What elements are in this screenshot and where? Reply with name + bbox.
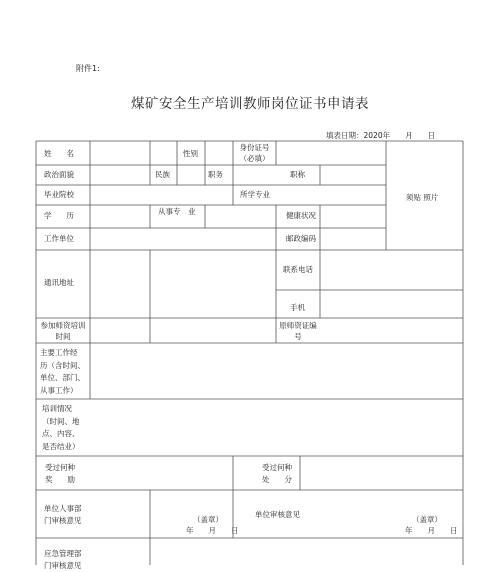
fill-date: 填表日期：2020年 月 日: [326, 131, 436, 140]
label-postcode: 邮政编码: [286, 234, 316, 243]
label-workplace: 工作单位: [44, 234, 74, 243]
label-health: 健康状况: [286, 211, 316, 220]
label-unit-review: 单位审核意见: [255, 510, 300, 519]
label-political-status: 政治面貌: [44, 170, 74, 179]
label-education: 学 历: [44, 211, 74, 220]
label-ethnicity: 民族: [155, 170, 170, 179]
label-contact-phone: 联系电话: [283, 265, 313, 274]
label-position: 职务: [208, 170, 223, 179]
unit-date: 年 月 日: [405, 526, 458, 535]
label-graduated-school: 毕业院校: [44, 190, 74, 199]
label-rewards: 受过何种 奖 励: [45, 463, 75, 484]
label-teacher-training-time: 参加师资培训 时间: [40, 321, 86, 341]
label-id-number: 身份证号 （必填）: [239, 143, 270, 163]
label-training-info: 培训情况 （时间、地 点、内容、 是否结业）: [42, 404, 80, 451]
page-title: 煤矿安全生产培训教师岗位证书申请表: [131, 96, 369, 112]
label-mobile: 手机: [290, 303, 305, 312]
label-work-experience: 主要工作经 历（含时间、 单位、部门、 从事工作）: [40, 348, 85, 395]
label-punishments: 受过何种 处 分: [262, 463, 292, 484]
label-address: 通讯地址: [44, 278, 74, 287]
photo-note: 须贴 照片: [406, 193, 439, 202]
label-original-cert-no: 原师资证编 号: [279, 321, 317, 341]
label-name: 姓 名: [44, 149, 74, 158]
label-engaged-major: 从事专 业: [158, 207, 196, 216]
label-title-rank: 职称: [290, 170, 305, 179]
hr-date: 年 月 日: [186, 526, 239, 535]
label-hr-review: 单位人事部 门审核意见: [44, 504, 82, 525]
hr-seal: （盖章）: [193, 515, 223, 524]
label-gender: 性别: [183, 149, 198, 158]
unit-seal: （盖章）: [412, 515, 442, 524]
label-emergency-dept: 应急管理部 门审核意见: [44, 549, 82, 570]
attachment-label: 附件1:: [76, 64, 100, 73]
label-major-studied: 所学专业: [240, 190, 270, 199]
